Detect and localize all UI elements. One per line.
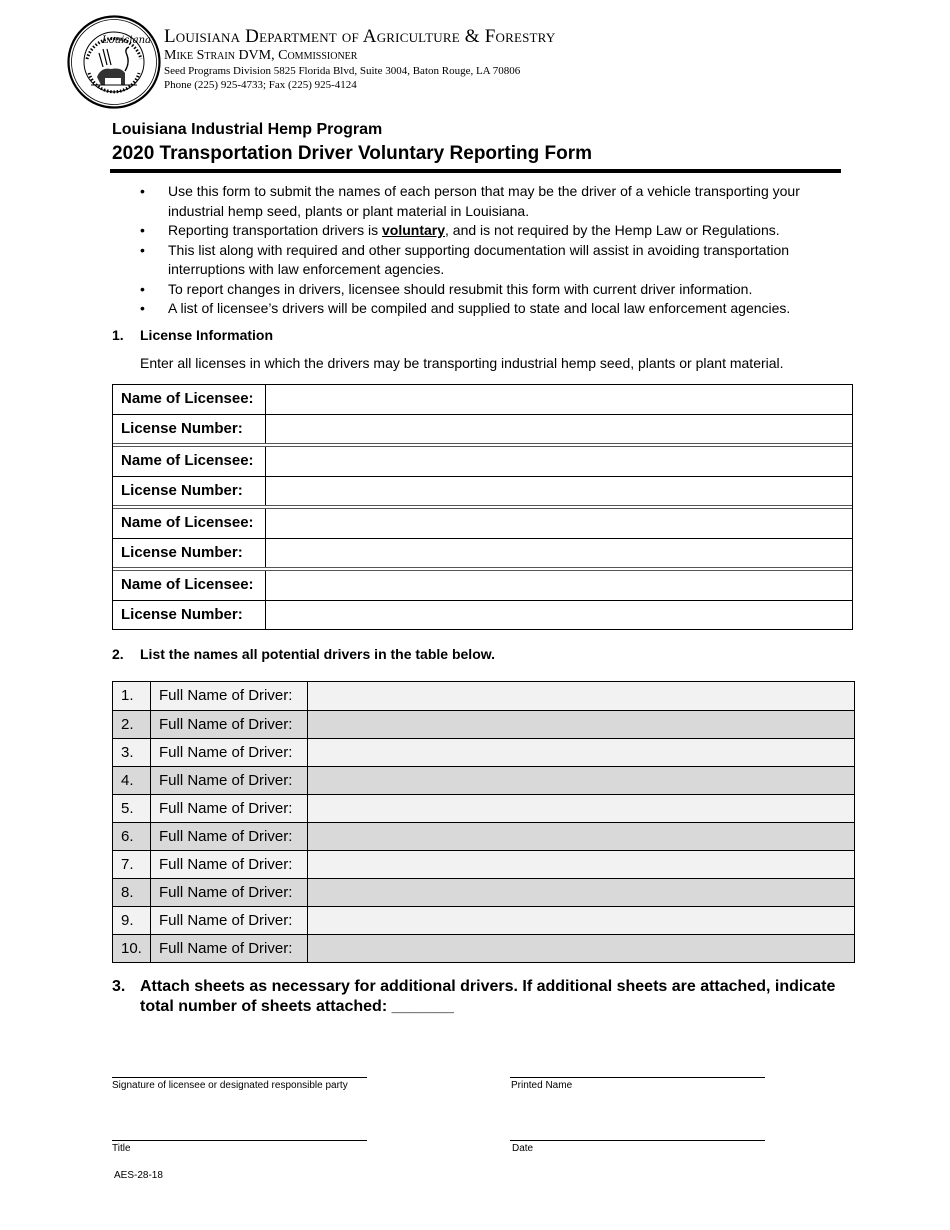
form-code: AES-28-18: [114, 1170, 163, 1181]
driver-name-label: Full Name of Driver:: [151, 823, 308, 850]
instruction-item: • This list along with required and other supporting documentation will assist in avoiding transportation interruptions with law enforcement agencies.: [140, 241, 790, 277]
driver-row: [113, 766, 854, 794]
section-1-heading: 1. License Information: [112, 327, 274, 343]
licensee-name-label: Name of Licensee:: [113, 509, 266, 538]
agency-phone: Phone (225) 925-4733; Fax (225) 925-4124: [164, 79, 357, 91]
driver-row-number: 2.: [113, 711, 151, 738]
licensee-name-field[interactable]: [266, 509, 852, 538]
driver-row-number: 6.: [113, 823, 151, 850]
license-number-label: License Number:: [113, 539, 266, 567]
licensee-name-label: Name of Licensee:: [113, 447, 266, 476]
driver-row-number: 3.: [113, 739, 151, 766]
license-number-row: [113, 538, 852, 567]
driver-row-number: 1.: [113, 682, 151, 710]
instruction-item: • Use this form to submit the names of each person that may be the driver of a vehicle transporting your industrial hemp seed, plants or plant material in Louisiana.: [140, 183, 800, 219]
driver-row: [113, 822, 854, 850]
driver-name-label: Full Name of Driver:: [151, 795, 308, 822]
driver-name-field[interactable]: [308, 935, 854, 962]
title-line[interactable]: [112, 1140, 367, 1141]
driver-row: [113, 738, 854, 766]
licensee-name-row: [113, 571, 852, 600]
license-number-label: License Number:: [113, 415, 266, 443]
driver-row: [113, 906, 854, 934]
driver-table: [112, 681, 855, 963]
driver-name-field[interactable]: [308, 682, 854, 710]
department-seal-logo: [67, 15, 161, 109]
agency-address: Seed Programs Division 5825 Florida Blvd, Suite 3004, Baton Rouge, LA 70806: [164, 65, 521, 77]
driver-name-label: Full Name of Driver:: [151, 879, 308, 906]
form-title: 2020 Transportation Driver Voluntary Reporting Form: [112, 143, 593, 164]
instruction-item: • Reporting transportation drivers is voluntary, and is not required by the Hemp Law or Regulations.: [140, 221, 830, 241]
license-number-label: License Number:: [113, 477, 266, 505]
date-line[interactable]: [510, 1140, 765, 1141]
bullet-icon: •: [140, 183, 145, 199]
license-entry: [113, 443, 852, 505]
bullet-icon: •: [140, 280, 145, 297]
license-number-row: [113, 600, 852, 629]
driver-name-field[interactable]: [308, 711, 854, 738]
driver-row-number: 8.: [113, 879, 151, 906]
driver-row-number: 10.: [113, 935, 151, 962]
driver-name-label: Full Name of Driver:: [151, 907, 308, 934]
driver-name-label: Full Name of Driver:: [151, 682, 308, 710]
bullet-icon: •: [140, 222, 145, 238]
driver-row-number: 9.: [113, 907, 151, 934]
program-name: Louisiana Industrial Hemp Program: [112, 121, 383, 138]
section-1-note: Enter all licenses in which the drivers may be transporting industrial hemp seed, plants or plant material.: [140, 355, 784, 371]
license-entry: [113, 567, 852, 629]
driver-name-field[interactable]: [308, 739, 854, 766]
licensee-name-field[interactable]: [266, 571, 852, 600]
driver-name-field[interactable]: [308, 907, 854, 934]
signature-line[interactable]: [112, 1077, 367, 1078]
license-number-label: License Number:: [113, 601, 266, 629]
voluntary-emphasis: voluntary: [382, 222, 446, 238]
instructions-list: [140, 182, 830, 319]
license-number-field[interactable]: [266, 601, 852, 629]
driver-row-number: 5.: [113, 795, 151, 822]
section-3-instruction: 3. Attach sheets as necessary for additional drivers. If additional sheets are attached, indicate total number of sheets attached: _______: [112, 978, 836, 1015]
driver-name-label: Full Name of Driver:: [151, 767, 308, 794]
license-number-row: [113, 414, 852, 443]
licensee-name-row: [113, 385, 852, 414]
driver-name-field[interactable]: [308, 767, 854, 794]
signature-label: Signature of licensee or designated responsible party: [112, 1080, 348, 1091]
driver-row: [113, 850, 854, 878]
licensee-name-row: [113, 447, 852, 476]
bullet-icon: •: [140, 300, 145, 316]
license-entry: [113, 385, 852, 443]
driver-name-field[interactable]: [308, 879, 854, 906]
date-label: Date: [512, 1143, 534, 1154]
instruction-item: • A list of licensee’s drivers will be compiled and supplied to state and local law enforcement agencies.: [140, 299, 830, 319]
licensee-name-label: Name of Licensee:: [113, 385, 266, 414]
section-2-heading: 2. List the names all potential drivers in the table below.: [112, 646, 496, 662]
license-table: [112, 384, 853, 630]
printed-name-label: Printed Name: [511, 1080, 573, 1091]
licensee-name-row: [113, 509, 852, 538]
driver-name-field[interactable]: [308, 795, 854, 822]
driver-name-label: Full Name of Driver:: [151, 739, 308, 766]
driver-name-label: Full Name of Driver:: [151, 711, 308, 738]
printed-name-line[interactable]: [510, 1077, 765, 1078]
license-number-field[interactable]: [266, 415, 852, 443]
svg-text:Louisiana: Louisiana: [102, 35, 151, 46]
driver-row: [113, 878, 854, 906]
bullet-icon: •: [140, 241, 145, 258]
license-entry: [113, 505, 852, 567]
driver-row: [113, 794, 854, 822]
driver-name-label: Full Name of Driver:: [151, 851, 308, 878]
driver-row-number: 4.: [113, 767, 151, 794]
driver-name-field[interactable]: [308, 851, 854, 878]
licensee-name-field[interactable]: [266, 385, 852, 414]
instruction-item: • To report changes in drivers, licensee should resubmit this form with current driver information.: [140, 280, 830, 300]
driver-row-number: 7.: [113, 851, 151, 878]
driver-name-label: Full Name of Driver:: [151, 935, 308, 962]
driver-name-field[interactable]: [308, 823, 854, 850]
agency-name: Louisiana Department of Agriculture & Forestry: [164, 26, 556, 47]
license-number-field[interactable]: [266, 539, 852, 567]
title-label: Title: [112, 1143, 131, 1154]
commissioner-name: Mike Strain DVM, Commissioner: [164, 48, 358, 63]
licensee-name-label: Name of Licensee:: [113, 571, 266, 600]
driver-row: [113, 710, 854, 738]
driver-row: [113, 682, 854, 710]
driver-row: [113, 934, 854, 962]
title-divider: [110, 169, 841, 173]
license-number-field[interactable]: [266, 477, 852, 505]
licensee-name-field[interactable]: [266, 447, 852, 476]
license-number-row: [113, 476, 852, 505]
